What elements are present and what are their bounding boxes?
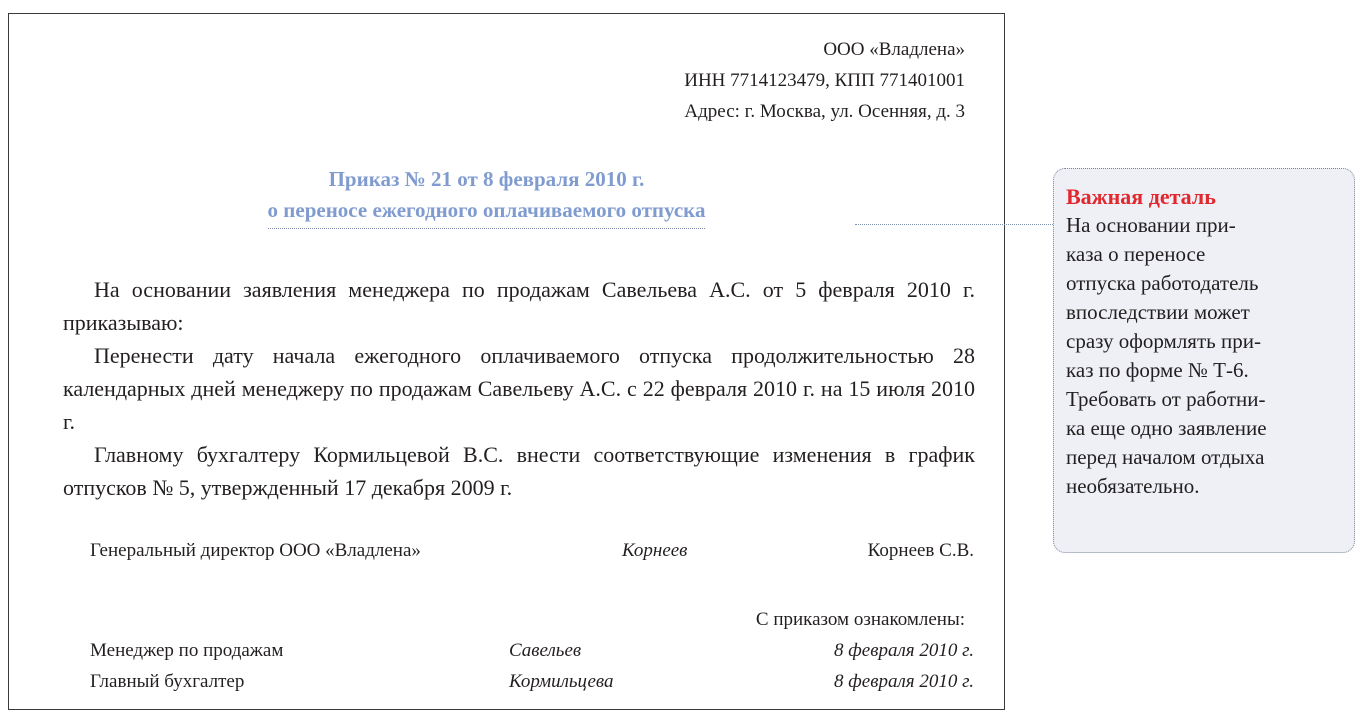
important-note-callout [1053,168,1355,553]
staff-position: Менеджер по продажам [90,640,284,661]
note-text: На основании при- каза о переносе отпуска работодатель впоследствии может сразу оформлять при- каз по форме № Т-6. Требовать от работни- ка еще одно заявление перед началом отдыха необязательно. [1066,213,1267,498]
company-name: ООО «Владлена» [823,39,965,60]
familiarized-label: С приказом ознакомлены: [755,609,965,630]
order-document [8,13,1005,710]
order-paragraph: Перенести дату начала ежегодного оплачиваемого отпуска продолжительностью 28 календарных дней менеджеру по продажам Савельеву А.С. с 22 февраля 2010 г. на 15 июля 2010 г. [63,343,975,434]
familiarized-row [90,635,974,666]
order-paragraph: Главному бухгалтеру Кормильцевой В.С. внести соответствующие изменения в график отпусков № 5, утвержденный 17 декабря 2009 г. [63,442,975,500]
company-inn-kpp: ИНН 7714123479, КПП 771401001 [684,70,965,91]
company-address: Адрес: г. Москва, ул. Осенняя, д. 3 [684,101,965,122]
note-title: Важная деталь [1066,184,1216,209]
staff-signature: Кормильцева [509,671,614,692]
director-signature-row [90,535,974,566]
order-body [63,273,975,504]
director-position: Генеральный директор ООО «Владлена» [90,540,421,561]
order-title-line1: Приказ № 21 от 8 февраля 2010 г. [328,167,645,191]
director-signature: Корнеев [622,540,688,561]
order-title-line2: о переносе ежегодного оплачиваемого отпуска [268,195,706,229]
order-paragraph: На основании заявления менеджера по продажам Савельева А.С. от 5 февраля 2010 г. приказываю: [63,277,975,335]
staff-date: 8 февраля 2010 г. [834,671,974,692]
callout-connector-line [855,224,1053,225]
staff-signature: Савельев [509,640,582,661]
company-header [684,34,965,127]
director-name: Корнеев С.В. [867,540,974,561]
staff-date: 8 февраля 2010 г. [834,640,974,661]
order-title [9,164,964,229]
staff-position: Главный бухгалтер [90,671,245,692]
familiarized-row [90,666,974,697]
